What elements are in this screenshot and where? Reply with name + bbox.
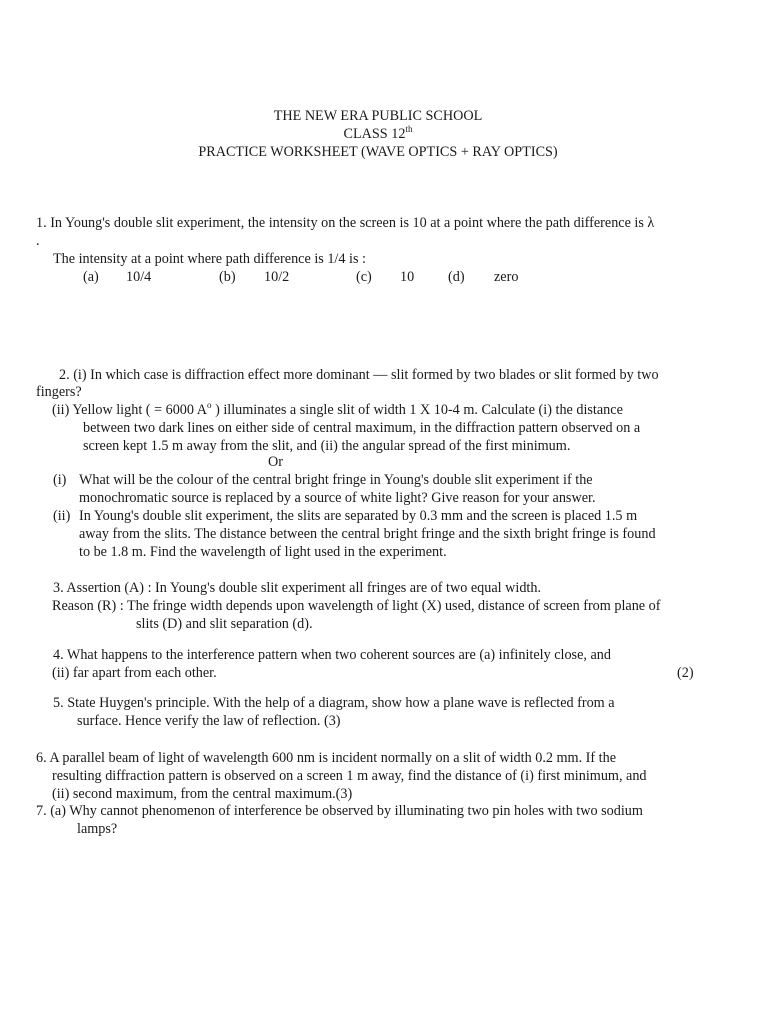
q1-option-c-value: 10 — [400, 269, 415, 285]
q1-option-a-value: 10/4 — [126, 269, 152, 285]
q2-alt-i-label: (i) — [53, 472, 67, 488]
q7-line-1: 7. (a) Why cannot phenomenon of interference be observed by illuminating two pin holes with two sodium — [36, 803, 643, 819]
q3-line-3: slits (D) and slit separation (d). — [136, 616, 313, 632]
q2-alt-ii-line-2: away from the slits. The distance between the central bright fringe and the sixth bright fringe is found — [79, 526, 656, 542]
q3-line-1: 3. Assertion (A) : In Young's double slit experiment all fringes are of two equal width. — [53, 580, 542, 596]
q2-line-4: between two dark lines on either side of central maximum, in the diffraction pattern observed on a — [83, 420, 641, 436]
q2-line-3 — [52, 401, 623, 419]
q6-line-1: 6. A parallel beam of light of wavelength 600 nm is incident normally on a slit of width 0.2 mm. If the — [36, 750, 617, 766]
class-superscript: th — [405, 124, 413, 134]
q1-option-c-label: (c) — [356, 269, 372, 285]
q3-line-2: Reason (R) : The fringe width depends upon wavelength of light (X) used, distance of screen from plane of — [52, 598, 661, 614]
q7-line-2: lamps? — [77, 821, 118, 837]
q2-or-separator: Or — [268, 454, 283, 470]
q2-line-2: fingers? — [36, 384, 82, 400]
q2-line-3-post: ) illuminates a single slit of width 1 X 10-4 m. Calculate (i) the distance — [211, 402, 623, 418]
q2-alt-ii-line-3: to be 1.8 m. Find the wavelength of light used in the experiment. — [79, 544, 447, 560]
q2-alt-ii-label: (ii) — [53, 508, 71, 524]
q6-line-3: (ii) second maximum, from the central maximum.(3) — [52, 786, 353, 802]
school-name: THE NEW ERA PUBLIC SCHOOL — [273, 108, 483, 124]
q2-line-3-pre: (ii) Yellow light ( = 6000 A — [52, 402, 208, 418]
class-text: CLASS 12 — [343, 126, 406, 142]
q1-option-b-label: (b) — [219, 269, 236, 285]
q1-option-a-label: (a) — [83, 269, 99, 285]
q4-line-1: 4. What happens to the interference pattern when two coherent sources are (a) infinitely close, and — [53, 647, 611, 663]
q6-line-2: resulting diffraction pattern is observed on a screen 1 m away, find the distance of (i) first minimum, and — [52, 768, 647, 784]
worksheet-title: PRACTICE WORKSHEET (WAVE OPTICS + RAY OPTICS) — [198, 144, 558, 160]
q1-line-1: 1. In Young's double slit experiment, the intensity on the screen is 10 at a point where the path difference is λ — [36, 215, 655, 231]
q2-alt-ii-line-1: In Young's double slit experiment, the slits are separated by 0.3 mm and the screen is placed 1.5 m — [79, 508, 638, 524]
q5-line-2: surface. Hence verify the law of reflection. (3) — [77, 713, 341, 729]
q1-trailing-dot: . — [36, 233, 40, 249]
class-heading — [0, 125, 756, 143]
q4-marks: (2) — [677, 665, 694, 681]
q2-alt-i-line-2: monochromatic source is replaced by a source of white light? Give reason for your answer. — [79, 490, 596, 506]
q2-alt-i-line-1: What will be the colour of the central bright fringe in Young's double slit experiment if the — [79, 472, 593, 488]
q2-degree-sup: o — [207, 400, 212, 410]
q5-line-1: 5. State Huygen's principle. With the help of a diagram, show how a plane wave is reflected from a — [53, 695, 615, 711]
q1-option-d-value: zero — [494, 269, 519, 285]
q1-line-2: The intensity at a point where path difference is 1/4 is : — [53, 251, 366, 267]
q2-line-1: 2. (i) In which case is diffraction effect more dominant — slit formed by two blades or slit formed by two — [59, 367, 659, 383]
q4-line-2: (ii) far apart from each other. — [52, 665, 217, 681]
q2-line-5: screen kept 1.5 m away from the slit, and (ii) the angular spread of the first minimum. — [83, 438, 571, 454]
q1-option-b-value: 10/2 — [264, 269, 290, 285]
q1-option-d-label: (d) — [448, 269, 465, 285]
